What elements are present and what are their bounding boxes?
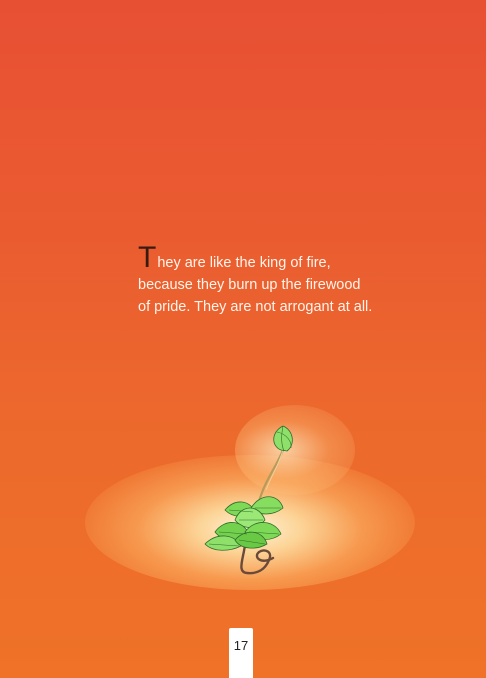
- passage-text: hey are like the king of fire, because they burn up the firewood of pride. They are not arrogant at all.: [138, 255, 373, 315]
- drop-cap: T: [138, 241, 157, 274]
- lotus-sprout-icon: [195, 420, 315, 580]
- page-number: 17: [233, 638, 249, 653]
- page-number-tab: [229, 628, 253, 678]
- story-passage: [138, 241, 373, 318]
